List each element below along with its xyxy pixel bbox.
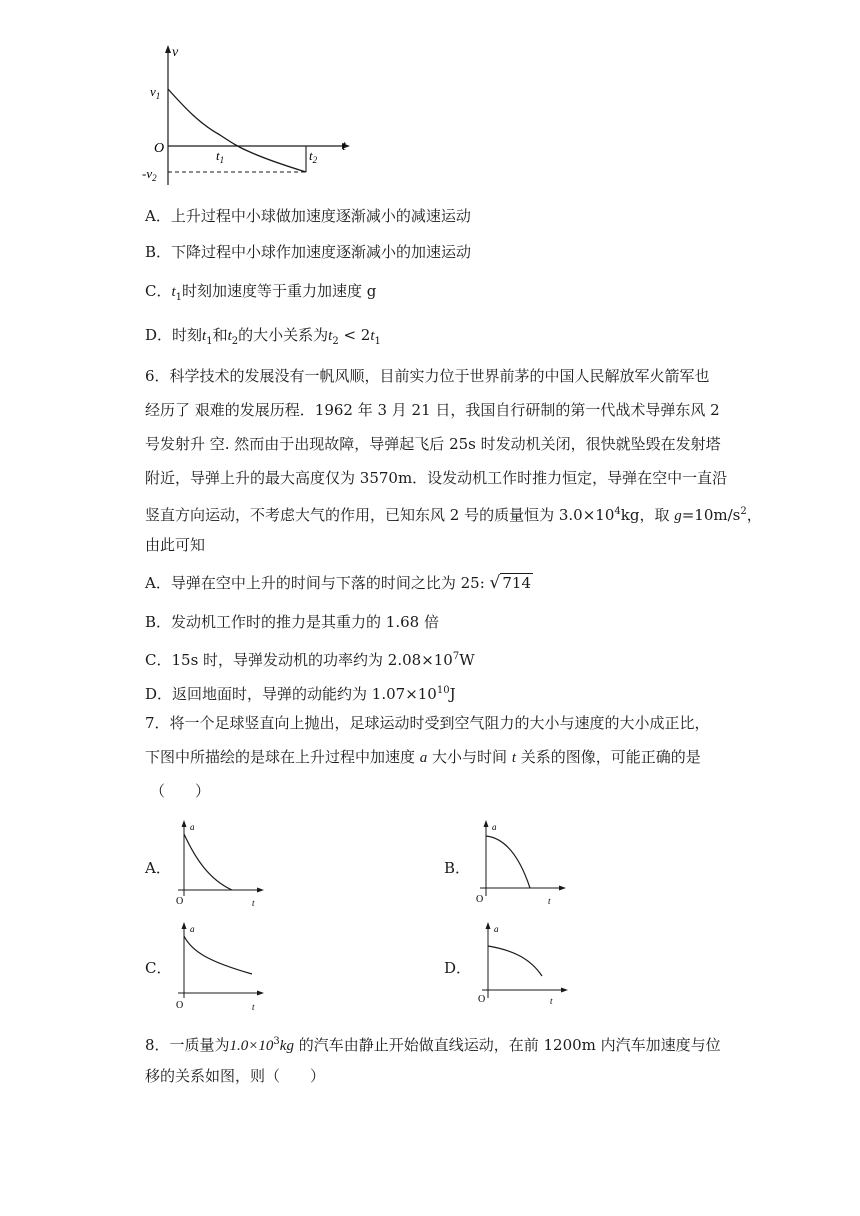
svg-text:t: t bbox=[252, 1002, 255, 1012]
svg-text:O: O bbox=[476, 894, 484, 905]
svg-text:a: a bbox=[190, 822, 195, 832]
q8-line-2: 移的关系如图，则（ ） bbox=[145, 1067, 326, 1085]
svg-text:O: O bbox=[176, 896, 184, 907]
q6-line-5: 竖直方向运动，不考虑大气的作用，已知东风 2 号的质量恒为 $3.0\times 10^4kg$，取 $g=10m/s^2$， bbox=[145, 506, 762, 524]
q7-graph-b bbox=[472, 818, 572, 913]
svg-text:t: t bbox=[252, 898, 255, 908]
q7-choice-d-label: D． bbox=[444, 959, 472, 977]
svg-text:a: a bbox=[492, 822, 497, 832]
v-axis-label: v bbox=[172, 45, 179, 60]
q6-option-a: A．导弹在空中上升的时间与下落的时间之比为 25: √ 714 bbox=[145, 573, 531, 593]
svg-text:O: O bbox=[176, 1000, 184, 1011]
svg-text:t: t bbox=[548, 896, 551, 906]
t-axis-label: t bbox=[342, 139, 346, 154]
q7-graph-c bbox=[170, 920, 270, 1015]
t2-label: $t_2$ bbox=[309, 148, 318, 165]
svg-text:t: t bbox=[550, 996, 553, 1006]
q8-line-1: 8．一质量为$1.0\times 10^3kg$ 的汽车由静止开始做直线运动，在前 1200m 内汽车加速度与位 bbox=[145, 1036, 721, 1054]
q5-option-c: C．$t_1$时刻加速度等于重力加速度 g bbox=[145, 282, 377, 303]
q7-choice-c-label: C． bbox=[145, 959, 172, 977]
q5-option-a: A．上升过程中小球做加速度逐渐减小的减速运动 bbox=[145, 207, 471, 225]
q7-choice-b-label: B． bbox=[444, 859, 471, 877]
q5-option-d: D．时刻$t_1$和$t_2$的大小关系为$t_2 < 2t_1$ bbox=[145, 326, 381, 347]
velocity-time-graph bbox=[140, 40, 370, 190]
svg-text:a: a bbox=[190, 924, 195, 934]
q6-option-c: C．15s 时，导弹发动机的功率约为 $2.08\times 10^7W$ bbox=[145, 651, 475, 669]
q7-line-1: 7．将一个足球竖直向上抛出，足球运动时受到空气阻力的大小与速度的大小成正比， bbox=[145, 714, 710, 732]
q5-option-b: B．下降过程中小球作加速度逐渐减小的加速运动 bbox=[145, 243, 472, 261]
q6-line-4: 附近，导弹上升的最大高度仅为 3570m．设发动机工作时推力恒定，导弹在空中一直沿 bbox=[145, 469, 728, 487]
q6-line-2: 经历了 艰难的发展历程．1962 年 3 月 21 日，我国自行研制的第一代战术导弹东风 2 bbox=[145, 401, 720, 419]
q6-option-b: B．发动机工作时的推力是其重力的 1.68 倍 bbox=[145, 613, 439, 631]
neg-v2-label: $-v_2$ bbox=[142, 166, 157, 183]
q7-choice-a-label: A． bbox=[145, 859, 171, 877]
v1-label: $v_1$ bbox=[150, 84, 161, 101]
q6-line-3: 号发射升 空. 然而由于出现故障，导弹起飞后 25s 时发动机关闭，很快就坠毁在发射塔 bbox=[145, 435, 721, 453]
q6-line-1: 6．科学技术的发展没有一帆风顺，目前实力位于世界前茅的中国人民解放军火箭军也 bbox=[145, 367, 710, 385]
q6-line-6: 由此可知 bbox=[145, 536, 206, 554]
q7-graph-d bbox=[474, 920, 574, 1015]
svg-text:O: O bbox=[478, 994, 486, 1005]
svg-text:a: a bbox=[494, 924, 499, 934]
velocity-curve bbox=[168, 89, 306, 172]
origin-label: O bbox=[154, 141, 165, 156]
t1-label: $t_1$ bbox=[216, 148, 225, 165]
q7-line-3: （ ） bbox=[150, 782, 211, 800]
sqrt-expression: √ 714 bbox=[489, 573, 531, 593]
v-axis-arrow bbox=[165, 45, 171, 53]
q7-line-2: 下图中所描绘的是球在上升过程中加速度 a 大小与时间 t 关系的图像，可能正确的是 bbox=[145, 748, 701, 766]
q7-graph-a bbox=[170, 818, 270, 913]
q6-option-d: D．返回地面时，导弹的动能约为 $1.07\times 10^{10}J$ bbox=[145, 685, 456, 703]
